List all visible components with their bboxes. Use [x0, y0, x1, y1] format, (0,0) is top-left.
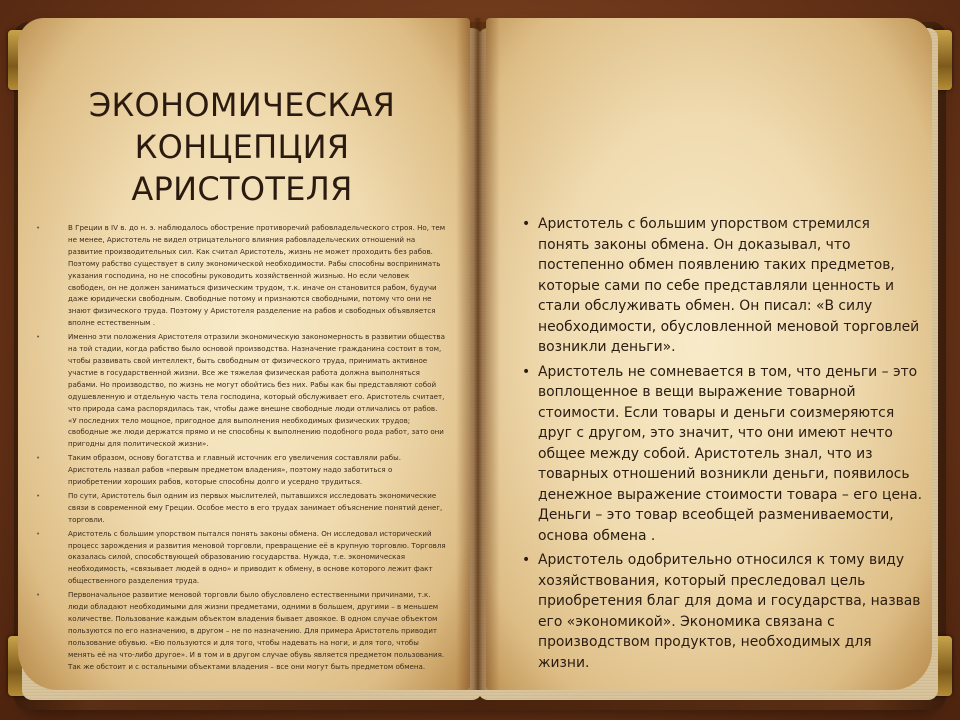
left-text-list [50, 222, 446, 675]
page-title: ЭКОНОМИЧЕСКАЯ КОНЦЕПЦИЯ АРИСТОТЕЛЯ [88, 86, 396, 208]
right-paragraph: • Аристотель не сомневается в том, что деньги – это воплощенное в вещи выражение товарной стоимости. Если товары и деньги соизмеряются друг с другом, это значит, что они имеют нечто общее между собой. Аристотель знал, что из товарных отношений возникли деньги, появилось денежное выражение стоимости товара – его цена. Деньги – это товар всеобщей размениваемости, основа обмена . [520, 362, 922, 547]
right-paragraph: • Аристотель с большим упорством стремился понять законы обмена. Он доказывал, что постепенно обмен появлению таких предметов, которые сами по себе представляли ценность и стали обслуживать обмен. Он писал: «В силу необходимости, обусловленной меновой торговлей возникли деньги». [520, 214, 922, 358]
left-paragraph: • Первоначальное развитие меновой торговли было обусловлено естественными причинами, т.к. люди обладают необходимыми для жизни предметами, одними в большем, другими – в меньшем количестве. Пользование каждым объектом владения бывает двоякое. В одном случае объектом пользуются по его назначению, в другом – не по назначению. Для примера Аристотель приводит пользование обувью. «Ею пользуются и для того, чтобы надевать на ноги, и для того, чтобы менять её на что-либо другое». И в том и в другом случае обувь является предметом пользования. Так же обстоит и с остальными объектами владения – все они могут быть предметом обмена. [50, 589, 446, 672]
left-paragraph: • По сути, Аристотель был одним из первых мыслителей, пытавшихся исследовать экономические связи в современной ему Греции. Особое место в его трудах занимает объяснение понятий денег, торговли. [50, 490, 446, 526]
right-paragraph: • Аристотель одобрительно относился к тому виду хозяйствования, который преследовал цель приобретения благ для дома и государства, назвав его «экономикой». Экономика связана с производством продуктов, необходимых для жизни. [520, 550, 922, 673]
book-spine-gutter [456, 18, 500, 690]
left-paragraph: • Именно эти положения Аристотеля отразили экономическую закономерность в развитии общества на той стадии, когда рабство было основой производства. Назначение гражданина состоит в том, чтобы развивать свой интеллект, быть свободным от физического труда, принимать активное участие в государственной жизни. Все же тяжелая физическая работа должна выполняться рабами. Но производство, по жизнь не могут обойтись без них. Рабы как бы представляют собой одушевленную и отдельную часть тела господина, который обслуживает его. Аристотель считает, что природа сама распорядилась так, чтобы даже внешне свободные люди отличались от рабов. «У последних тело мощное, пригодное для выполнения необходимых физических трудов; свободные же люди держатся прямо и не способны к выполнению подобного рода работ, зато они пригодны для политической жизни». [50, 331, 446, 450]
left-paragraph: • Таким образом, основу богатства и главный источник его увеличения составляли рабы. Аристотель назвал рабов «первым предметом владения», поэтому надо заботиться о приобретении хороших рабов, которые способны долго и усердно трудиться. [50, 452, 446, 488]
right-text-list [520, 214, 922, 677]
left-paragraph: • В Греции в IV в. до н. э. наблюдалось обострение противоречий рабовладельческого строя. Но, тем не менее, Аристотель не видел отрицательного влияния рабовладельческих отношений на развитие производительных сил. Как считал Аристотель, жизнь не может проходить без рабов. Поэтому рабство существует в силу экономической необходимости. Рабы способны воспринимать указания господина, но не способны руководить хозяйственной жизнью. Но если человек свободен, он не должен заниматься физическим трудом, т.к. иначе он становится рабом, будучи даже юридически свободным. Свободные потому и признаются свободными, потому что они не знают физического труда. Поэтому у Аристотеля разделение на рабов и свободных объявляется вполне естественным . [50, 222, 446, 329]
left-paragraph: • Аристотель с большим упорством пытался понять законы обмена. Он исследовал исторический процесс зарождения и развития меновой торговли, превращение её в крупную торговлю. Торговля оказалась силой, способствующей образованию государства. Нужда, т.е. экономическая необходимость, «связывает людей в одно» и приводит к обмену, в основе которого лежит факт общественного разделения труда. [50, 528, 446, 588]
